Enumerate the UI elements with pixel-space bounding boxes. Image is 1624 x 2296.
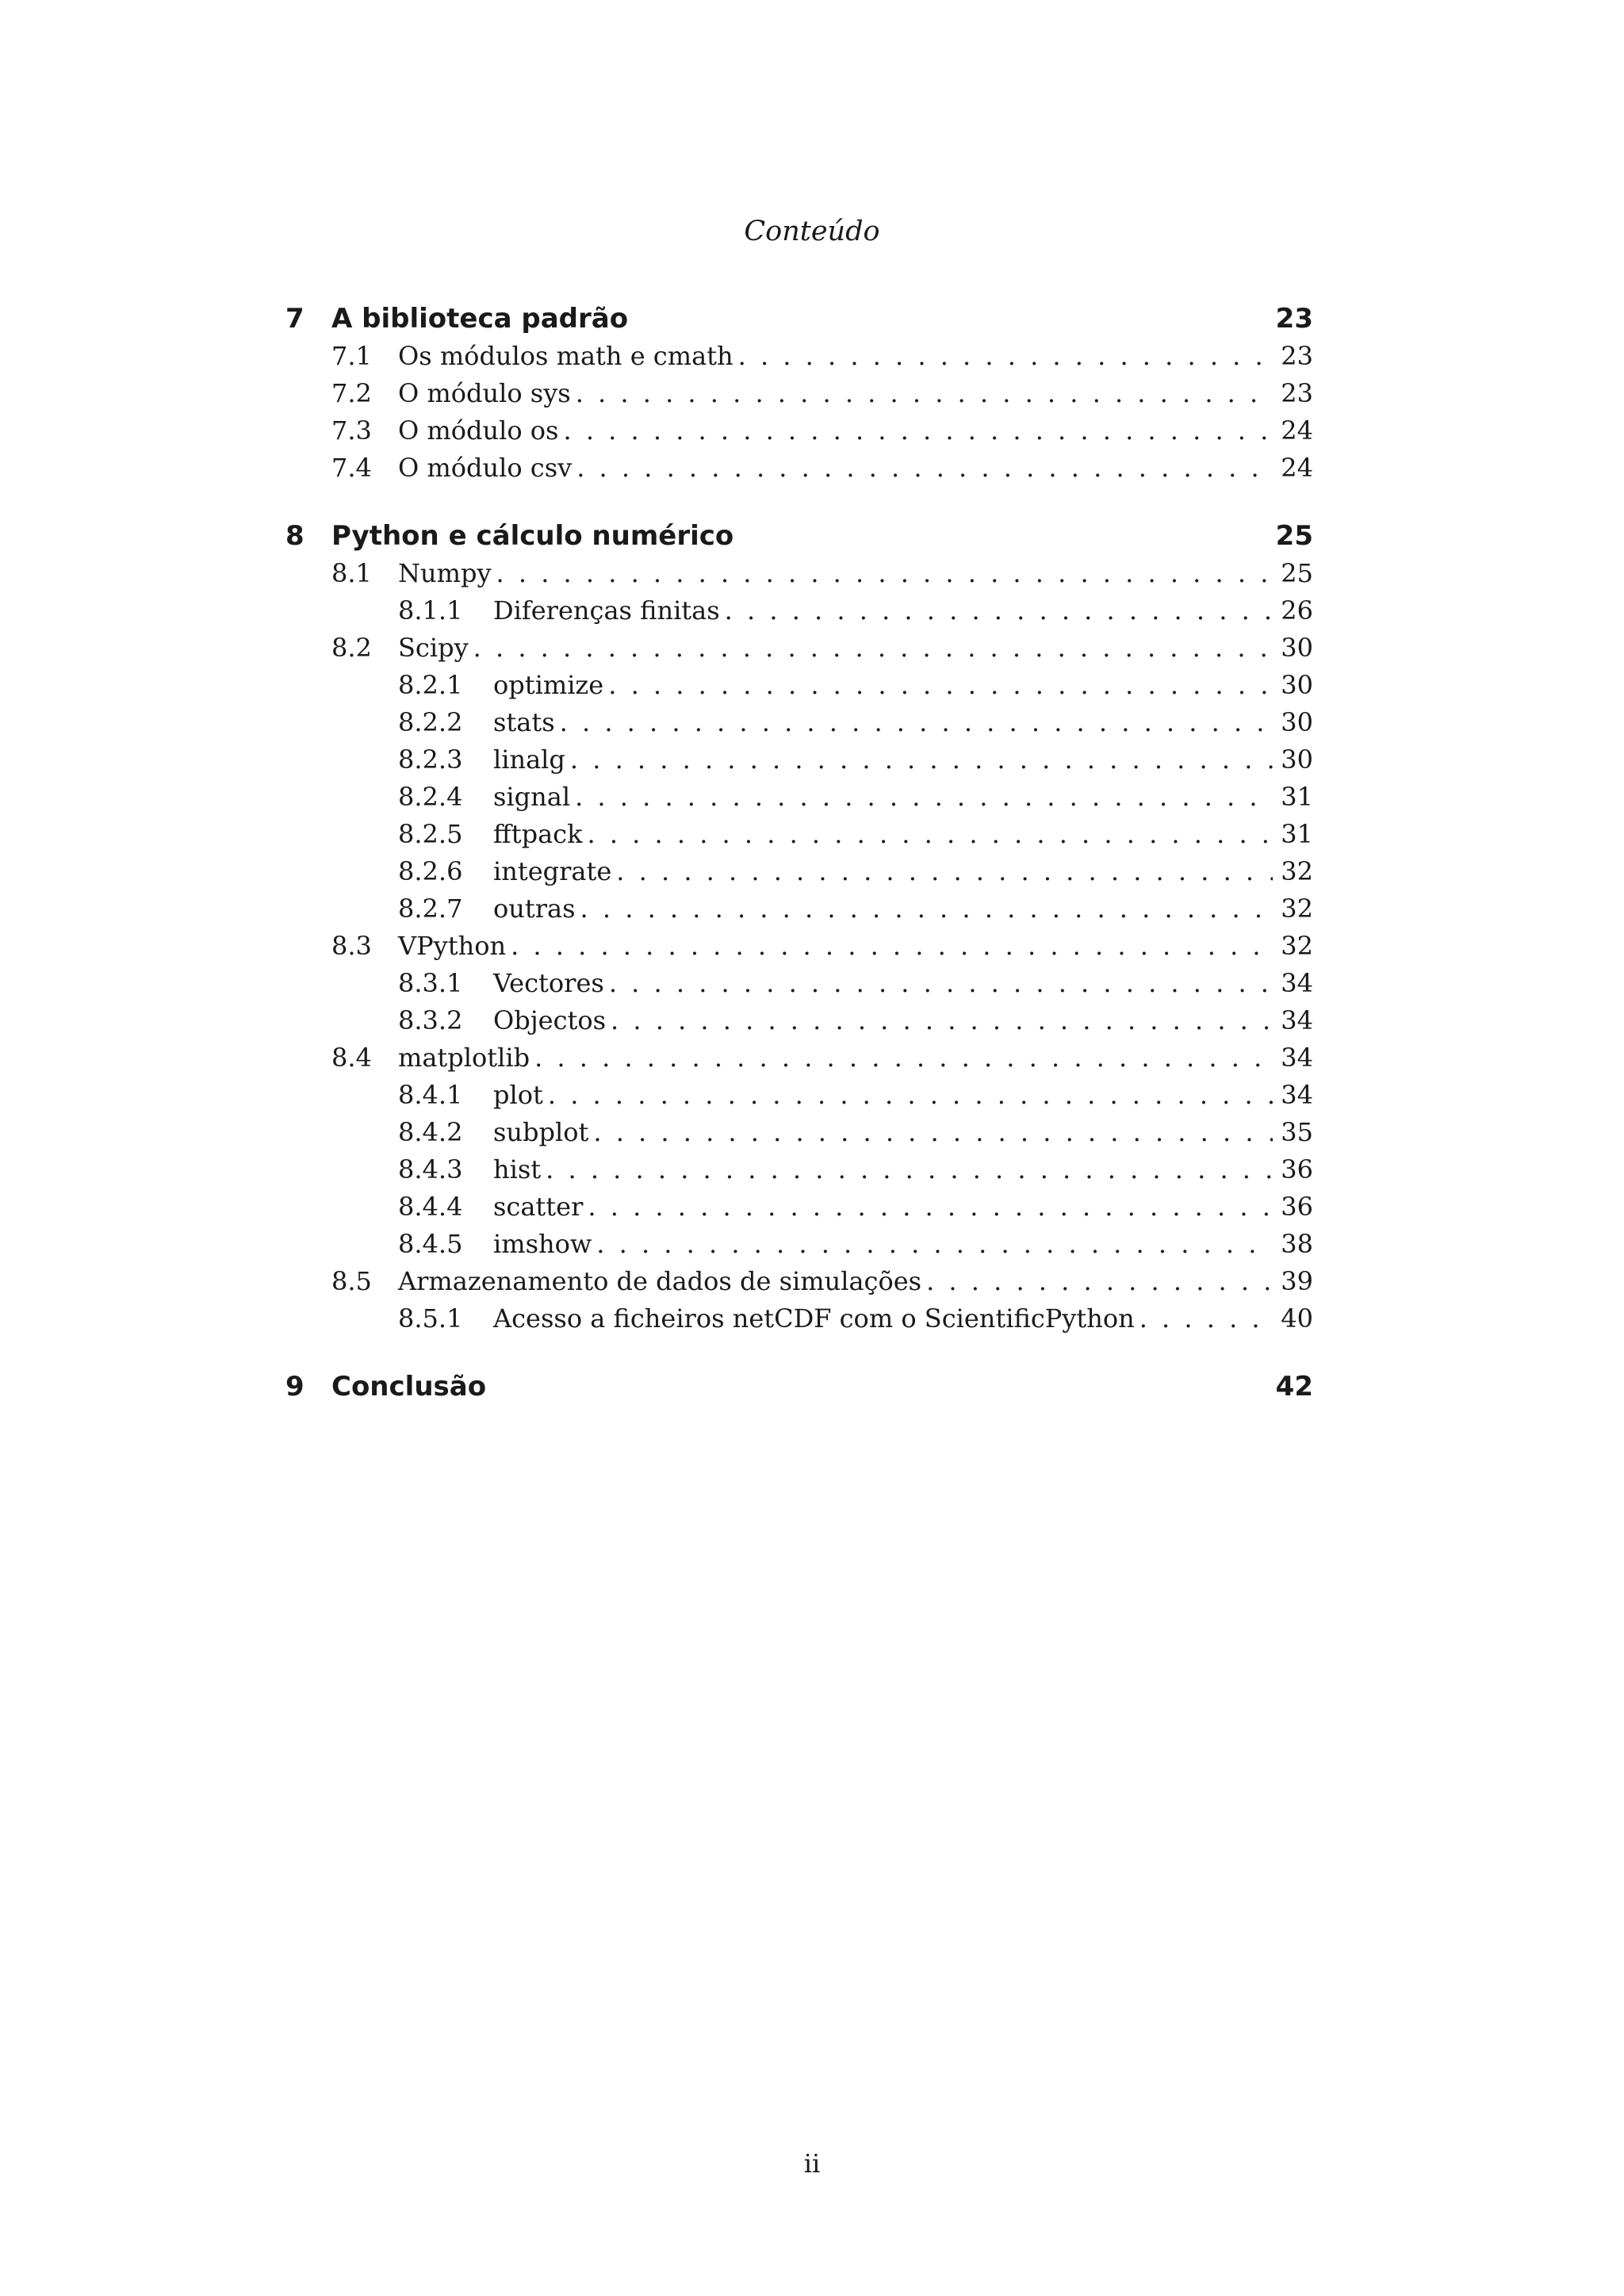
section-number: 7.2: [331, 378, 372, 408]
table-of-contents: [285, 300, 1313, 1406]
dot-leader: [560, 704, 1274, 741]
dot-leader: [608, 667, 1273, 704]
section-number: 8.2: [331, 633, 372, 663]
toc-entry-8-2-5[interactable]: [285, 816, 1313, 853]
dot-leader: [576, 375, 1274, 412]
toc-entry-8-4-4[interactable]: [285, 1188, 1313, 1226]
section-number: 7.1: [331, 341, 372, 371]
section-line: [493, 1114, 1313, 1151]
section-line: [398, 629, 1313, 667]
section-title: O módulo os: [398, 412, 563, 450]
section-number: 8.2.2: [398, 707, 463, 737]
toc-entry-8-2[interactable]: [285, 629, 1313, 667]
section-line: [493, 779, 1313, 816]
page-number-folio: ii: [803, 2149, 821, 2179]
chapter-number: 8: [285, 520, 304, 552]
section-page-number: 30: [1273, 629, 1313, 667]
section-title: Acesso a ficheiros netCDF com o ScientificPython: [493, 1300, 1139, 1337]
section-title: imshow: [493, 1226, 596, 1263]
toc-entry-8-2-3[interactable]: [285, 741, 1313, 779]
section-line: [493, 1151, 1313, 1188]
section-number: 8.3.1: [398, 968, 463, 998]
section-number: 8.4.4: [398, 1192, 463, 1222]
section-line: [493, 853, 1313, 890]
section-title: Diferenças finitas: [493, 592, 725, 629]
chapter-page-number: 25: [1275, 520, 1313, 552]
toc-chapter-9[interactable]: [285, 1368, 1313, 1406]
section-number: 7.3: [331, 415, 372, 446]
section-page-number: 32: [1273, 890, 1313, 928]
chapter-title: Python e cálculo numérico: [331, 520, 734, 552]
section-number: 8.2.7: [398, 894, 463, 924]
section-number: 8.2.4: [398, 782, 463, 812]
toc-entry-8-4[interactable]: [285, 1039, 1313, 1077]
section-title: subplot: [493, 1114, 593, 1151]
section-page-number: 34: [1273, 1039, 1313, 1077]
section-line: [398, 450, 1313, 487]
dot-leader: [511, 928, 1273, 965]
dot-leader: [725, 592, 1274, 629]
section-line: [398, 375, 1313, 412]
section-page-number: 30: [1273, 741, 1313, 779]
section-line: [398, 555, 1313, 592]
section-title: Numpy: [398, 555, 496, 592]
section-line: [398, 338, 1313, 375]
dot-leader: [563, 412, 1273, 450]
dot-leader: [575, 779, 1273, 816]
running-head: Conteúdo: [744, 216, 880, 247]
dot-leader: [616, 853, 1273, 890]
section-number: 8.2.5: [398, 819, 463, 849]
section-number: 8.1.1: [398, 595, 463, 626]
dot-leader: [570, 741, 1273, 779]
section-title: Scipy: [398, 629, 473, 667]
section-line: [493, 704, 1313, 741]
dot-leader: [576, 450, 1273, 487]
section-title: stats: [493, 704, 560, 741]
section-title: linalg: [493, 741, 570, 779]
section-page-number: 34: [1273, 1002, 1313, 1039]
section-title: O módulo csv: [398, 450, 576, 487]
toc-entry-8-5-1[interactable]: [285, 1300, 1313, 1337]
toc-entry-8-1-1[interactable]: [285, 592, 1313, 629]
section-number: 8.2.3: [398, 744, 463, 775]
section-line: [493, 965, 1313, 1002]
dot-leader: [596, 1226, 1273, 1263]
section-page-number: 30: [1273, 667, 1313, 704]
dot-leader: [534, 1039, 1273, 1077]
section-number: 8.4.1: [398, 1080, 463, 1110]
section-page-number: 34: [1273, 965, 1313, 1002]
section-line: [493, 667, 1313, 704]
section-title: outras: [493, 890, 580, 928]
toc-entry-8-4-2[interactable]: [285, 1114, 1313, 1151]
toc-entry-7-1[interactable]: [285, 338, 1313, 375]
section-title: Vectores: [493, 965, 609, 1002]
dot-leader: [580, 890, 1274, 928]
section-page-number: 38: [1273, 1226, 1313, 1263]
section-page-number: 30: [1273, 704, 1313, 741]
section-line: [493, 1226, 1313, 1263]
section-line: [493, 1077, 1313, 1114]
section-line: [493, 816, 1313, 853]
section-title: Objectos: [493, 1002, 611, 1039]
section-number: 8.3: [331, 931, 372, 961]
section-line: [493, 1002, 1313, 1039]
toc-entry-8-4-5[interactable]: [285, 1226, 1313, 1263]
toc-chapter-8[interactable]: [285, 517, 1313, 555]
section-number: 8.3.2: [398, 1005, 463, 1035]
toc-entry-8-3-1[interactable]: [285, 965, 1313, 1002]
toc-entry-7-3[interactable]: [285, 412, 1313, 450]
toc-entry-7-2[interactable]: [285, 375, 1313, 412]
toc-entry-8-2-4[interactable]: [285, 779, 1313, 816]
section-number: 8.4.3: [398, 1154, 463, 1184]
section-page-number: 34: [1273, 1077, 1313, 1114]
section-title: O módulo sys: [398, 375, 576, 412]
section-number: 7.4: [331, 453, 372, 483]
section-title: plot: [493, 1077, 548, 1114]
section-title: scatter: [493, 1188, 588, 1226]
toc-chapter-7[interactable]: [285, 300, 1313, 338]
section-page-number: 24: [1273, 412, 1313, 450]
toc-entry-8-4-3[interactable]: [285, 1151, 1313, 1188]
section-page-number: 23: [1273, 375, 1313, 412]
section-title: signal: [493, 779, 575, 816]
section-title: Armazenamento de dados de simulações: [398, 1263, 926, 1300]
section-page-number: 24: [1273, 450, 1313, 487]
section-line: [493, 1188, 1313, 1226]
section-title: integrate: [493, 853, 616, 890]
section-number: 8.4.5: [398, 1229, 463, 1259]
toc-entry-8-1[interactable]: [285, 555, 1313, 592]
chapter-page-number: 42: [1275, 1371, 1313, 1402]
section-page-number: 40: [1273, 1300, 1313, 1337]
section-number: 8.2.6: [398, 856, 463, 886]
section-page-number: 39: [1273, 1263, 1313, 1300]
section-title: Os módulos math e cmath: [398, 338, 738, 375]
toc-entry-8-2-2[interactable]: [285, 704, 1313, 741]
section-page-number: 26: [1273, 592, 1313, 629]
toc-entry-8-2-1[interactable]: [285, 667, 1313, 704]
section-number: 8.2.1: [398, 670, 463, 700]
dot-leader: [926, 1263, 1273, 1300]
toc-entry-7-4[interactable]: [285, 450, 1313, 487]
section-page-number: 32: [1273, 853, 1313, 890]
section-title: optimize: [493, 667, 608, 704]
section-title: hist: [493, 1151, 546, 1188]
dot-leader: [473, 629, 1274, 667]
chapter-title: Conclusão: [331, 1371, 487, 1402]
toc-entry-8-2-6[interactable]: [285, 853, 1313, 890]
dot-leader: [587, 816, 1273, 853]
toc-entry-8-2-7[interactable]: [285, 890, 1313, 928]
section-page-number: 35: [1273, 1114, 1313, 1151]
section-number: 8.5.1: [398, 1303, 463, 1334]
section-line: [493, 890, 1313, 928]
dot-leader: [1139, 1300, 1274, 1337]
section-number: 8.4: [331, 1043, 372, 1073]
section-number: 8.5: [331, 1266, 372, 1296]
section-page-number: 25: [1273, 555, 1313, 592]
chapter-number: 9: [285, 1371, 304, 1402]
section-line: [493, 1300, 1313, 1337]
section-line: [493, 592, 1313, 629]
chapter-page-number: 23: [1275, 303, 1313, 335]
section-page-number: 31: [1273, 779, 1313, 816]
section-title: VPython: [398, 928, 511, 965]
dot-leader: [546, 1151, 1273, 1188]
section-page-number: 36: [1273, 1151, 1313, 1188]
section-page-number: 32: [1273, 928, 1313, 965]
dot-leader: [611, 1002, 1273, 1039]
dot-leader: [738, 338, 1274, 375]
section-line: [398, 928, 1313, 965]
section-title: fftpack: [493, 816, 587, 853]
chapter-title: A biblioteca padrão: [331, 303, 629, 335]
toc-entry-8-5[interactable]: [285, 1263, 1313, 1300]
section-line: [398, 1039, 1313, 1077]
toc-entry-8-3-2[interactable]: [285, 1002, 1313, 1039]
toc-entry-8-3[interactable]: [285, 928, 1313, 965]
section-page-number: 31: [1273, 816, 1313, 853]
dot-leader: [588, 1188, 1273, 1226]
toc-entry-8-4-1[interactable]: [285, 1077, 1313, 1114]
section-number: 8.4.2: [398, 1117, 463, 1147]
dot-leader: [609, 965, 1273, 1002]
section-page-number: 36: [1273, 1188, 1313, 1226]
section-line: [398, 1263, 1313, 1300]
dot-leader: [496, 555, 1274, 592]
section-line: [493, 741, 1313, 779]
chapter-number: 7: [285, 303, 304, 335]
section-title: matplotlib: [398, 1039, 534, 1077]
section-page-number: 23: [1273, 338, 1313, 375]
section-line: [398, 412, 1313, 450]
dot-leader: [593, 1114, 1273, 1151]
dot-leader: [548, 1077, 1273, 1114]
section-number: 8.1: [331, 558, 372, 588]
